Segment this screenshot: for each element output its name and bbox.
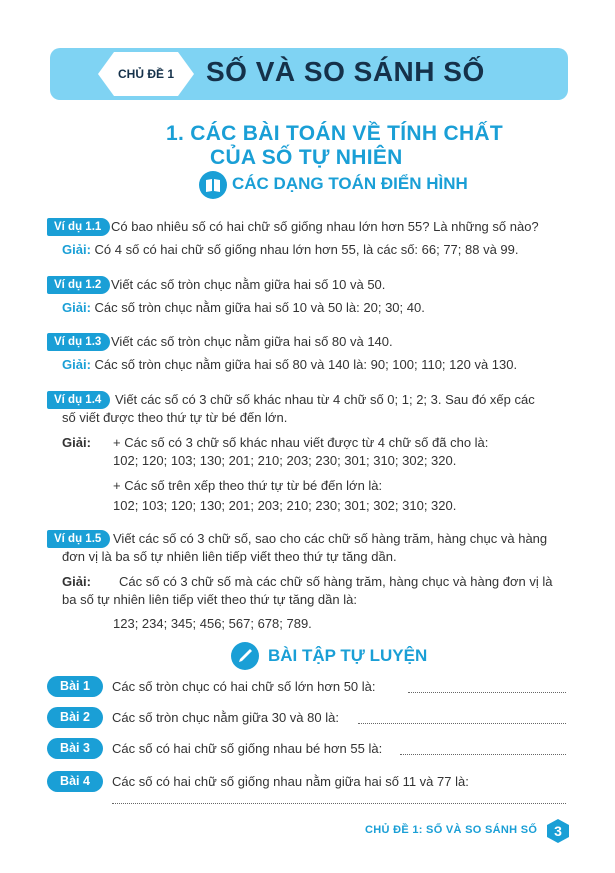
- example-question: Có bao nhiêu số có hai chữ số giống nhau lớn hơn 55? Là những số nào?: [111, 219, 539, 234]
- answer-line[interactable]: [112, 803, 566, 804]
- exercise-tag: Bài 3: [47, 738, 103, 759]
- example-question: Viết các số tròn chục nằm giữa hai số 80 và 140.: [111, 334, 393, 349]
- typical-problems-heading: CÁC DẠNG TOÁN ĐIỂN HÌNH: [232, 174, 468, 193]
- section-title-line2: CỦA SỐ TỰ NHIÊN: [210, 146, 403, 169]
- example-solution: [62, 355, 517, 375]
- exercise-text: Các số tròn chục nằm giữa 30 và 80 là:: [112, 710, 339, 725]
- solution-line: ba số tự nhiên liên tiếp viết theo thứ tự tăng dần là:: [62, 592, 357, 607]
- exercise-text: Các số tròn chục có hai chữ số lớn hơn 50 là:: [112, 679, 376, 694]
- example-question-cont: số viết được theo thứ tự từ bé đến lớn.: [62, 410, 288, 425]
- footer-topic: CHỦ ĐỀ 1: SỐ VÀ SO SÁNH SỐ: [365, 824, 538, 836]
- exercise-tag: Bài 2: [47, 707, 103, 728]
- page-title: SỐ VÀ SO SÁNH SỐ: [206, 56, 485, 87]
- page-number: 3: [554, 823, 562, 839]
- solution-text: Có 4 số có hai chữ số giống nhau lớn hơn 55, là các số: 66; 77; 88 và 99.: [94, 242, 519, 257]
- example-tag: Ví dụ 1.5: [47, 530, 110, 548]
- solution-line: + Các số trên xếp theo thứ tự từ bé đến lớn là:: [113, 478, 383, 493]
- solution-line: Các số có 3 chữ số mà các chữ số hàng trăm, hàng chục và hàng đơn vị là: [119, 574, 553, 589]
- solution-line: 102; 120; 103; 130; 201; 210; 203; 230; 301; 310; 302; 320.: [113, 453, 457, 468]
- exercises-heading: BÀI TẬP TỰ LUYỆN: [268, 646, 428, 665]
- exercise-text: Các số có hai chữ số giống nhau bé hơn 55 là:: [112, 741, 383, 756]
- answer-line[interactable]: [400, 754, 566, 755]
- example-tag: Ví dụ 1.2: [47, 276, 110, 294]
- example-solution: [62, 240, 519, 260]
- pen-icon: [231, 642, 259, 670]
- answer-line[interactable]: [358, 723, 566, 724]
- example-tag: Ví dụ 1.1: [47, 218, 110, 236]
- solution-text: Các số tròn chục nằm giữa hai số 10 và 50 là: 20; 30; 40.: [94, 300, 425, 315]
- example-tag: Ví dụ 1.3: [47, 333, 110, 351]
- solution-line: + Các số có 3 chữ số khác nhau viết được từ 4 chữ số đã cho là:: [113, 435, 489, 450]
- example-question: Viết các số có 3 chữ số, sao cho các chữ số hàng trăm, hàng chục và hàng: [113, 531, 548, 546]
- solution-label: Giải:: [62, 300, 91, 315]
- example-solution: [62, 298, 425, 318]
- exercise-text: Các số có hai chữ số giống nhau nằm giữa hai số 11 và 77 là:: [112, 774, 469, 789]
- topic-badge: [96, 50, 196, 98]
- section-title-line1: 1. CÁC BÀI TOÁN VỀ TÍNH CHẤT: [166, 122, 504, 145]
- topic-badge-label: CHỦ ĐỀ 1: [117, 67, 174, 81]
- answer-line[interactable]: [408, 692, 566, 693]
- example-tag: Ví dụ 1.4: [47, 391, 110, 409]
- example-question: Viết các số tròn chục nằm giữa hai số 10 và 50.: [111, 277, 386, 292]
- solution-line: 123; 234; 345; 456; 567; 678; 789.: [113, 616, 312, 631]
- exercise-tag: Bài 1: [47, 676, 103, 697]
- solution-label: Giải:: [62, 242, 91, 257]
- solution-line: 102; 103; 120; 130; 201; 203; 210; 230; 301; 302; 310; 320.: [113, 498, 457, 513]
- example-question: Viết các số có 3 chữ số khác nhau từ 4 chữ số 0; 1; 2; 3. Sau đó xếp các: [115, 392, 535, 407]
- example-question-cont: đơn vị là ba số tự nhiên liên tiếp viết theo thứ tự tăng dần.: [62, 549, 397, 564]
- solution-label: Giải:: [62, 357, 91, 372]
- exercise-tag: Bài 4: [47, 771, 103, 792]
- solution-label: Giải:: [62, 574, 91, 589]
- book-icon: [199, 171, 227, 199]
- solution-text: Các số tròn chục nằm giữa hai số 80 và 140 là: 90; 100; 110; 120 và 130.: [94, 357, 518, 372]
- solution-label: Giải:: [62, 435, 91, 450]
